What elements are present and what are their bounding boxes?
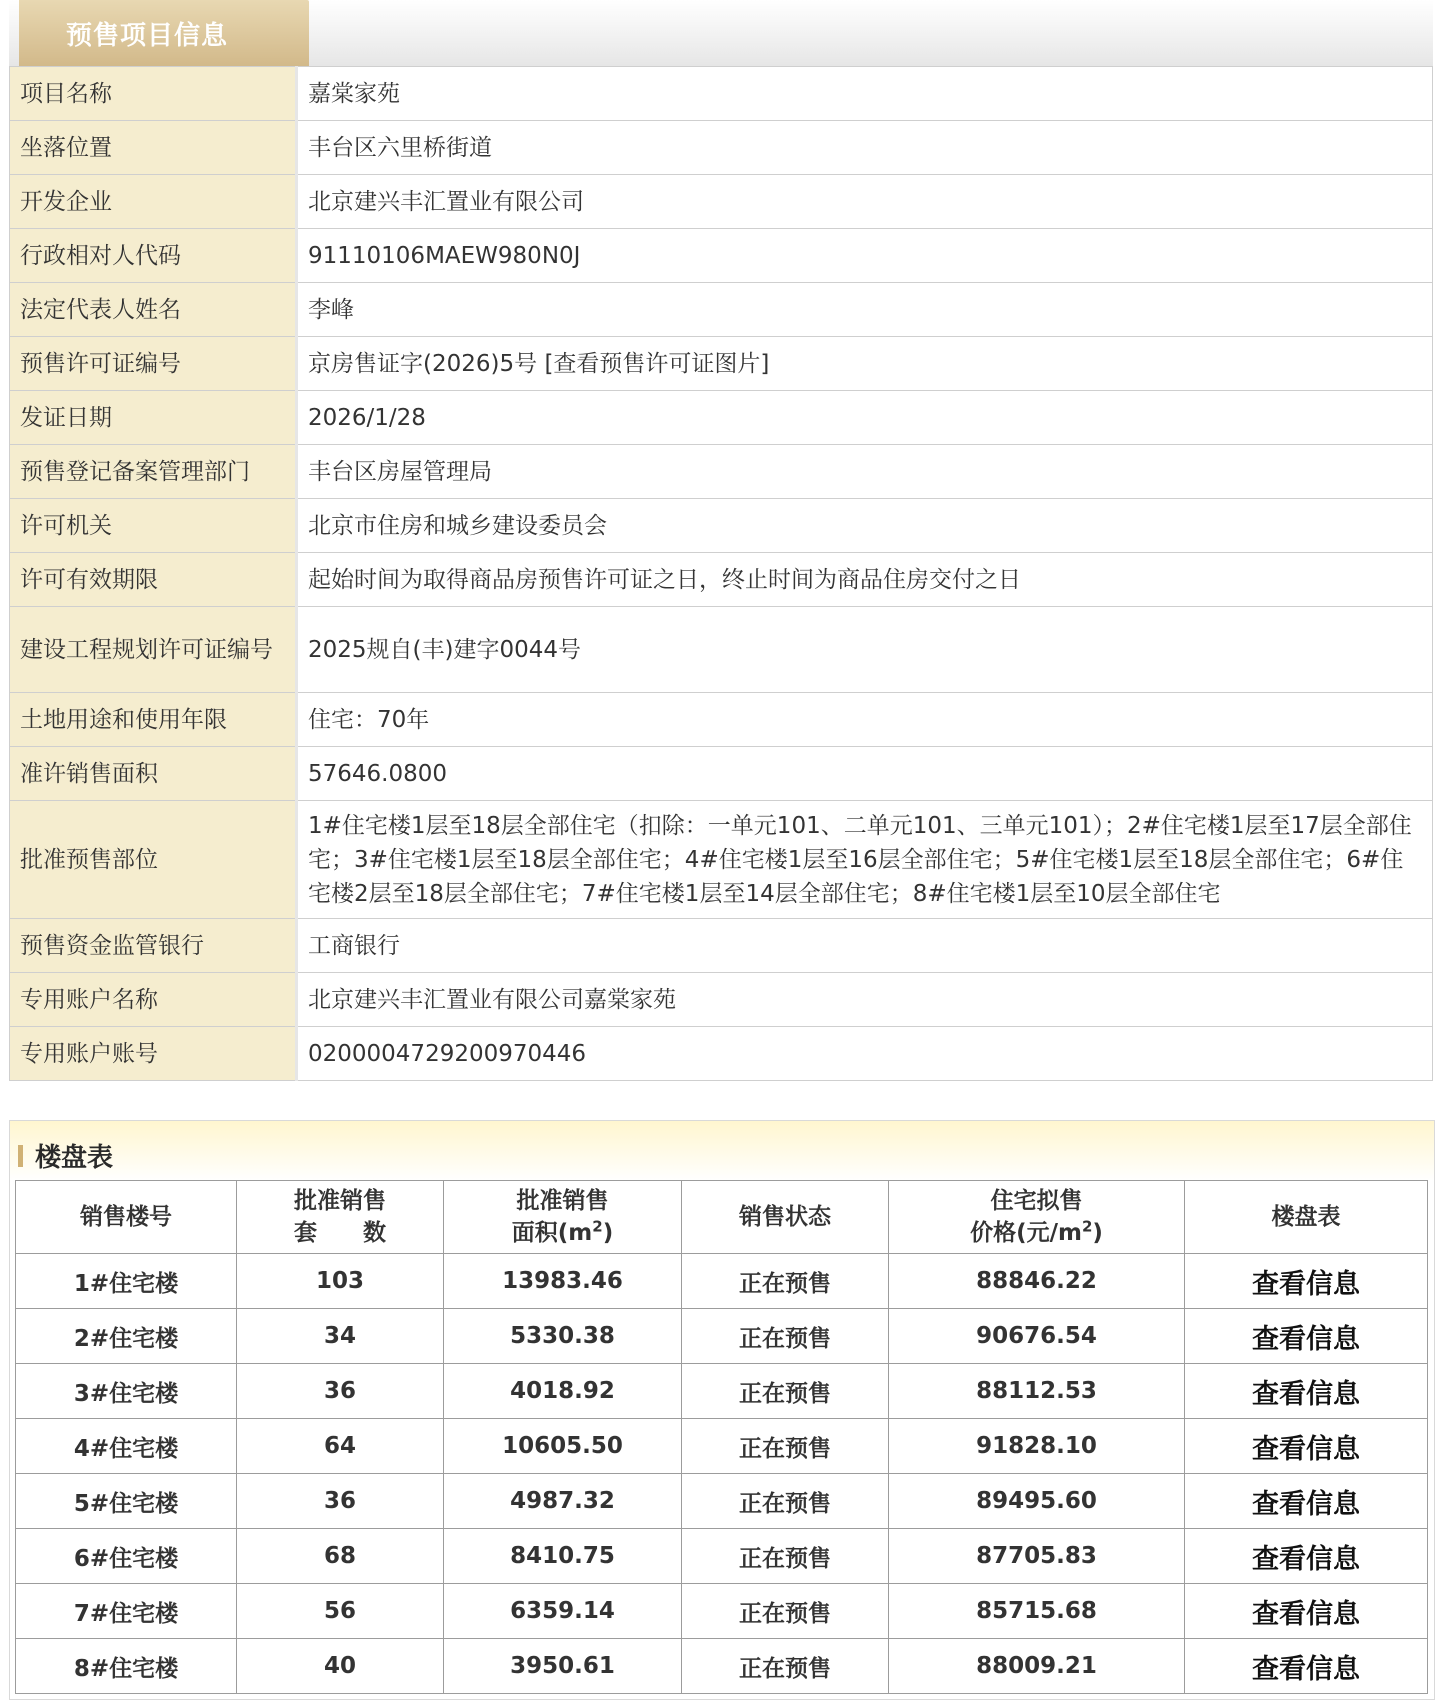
title-marker [18,1145,23,1167]
view-info-link[interactable]: 查看信息 [1185,1419,1428,1474]
info-value: 北京市住房和城乡建设委员会 [297,499,1433,553]
info-label: 专用账户名称 [10,973,297,1027]
info-label: 预售资金监管银行 [10,919,297,973]
col-status: 销售状态 [682,1181,889,1254]
info-value: 李峰 [297,283,1433,337]
col-units: 批准销售 套 数 [237,1181,444,1254]
view-info-link[interactable]: 查看信息 [1185,1364,1428,1419]
info-label: 预售登记备案管理部门 [10,445,297,499]
info-row [10,499,1433,553]
info-value: 住宅：70年 [297,693,1433,747]
info-value: 丰台区房屋管理局 [297,445,1433,499]
info-value: 57646.0800 [297,747,1433,801]
building-number: 4#住宅楼 [16,1419,237,1474]
view-info-link[interactable]: 查看信息 [1185,1529,1428,1584]
building-number: 7#住宅楼 [16,1584,237,1639]
proposed-price: 88112.53 [889,1364,1185,1419]
proposed-price: 85715.68 [889,1584,1185,1639]
info-value: 嘉棠家苑 [297,67,1433,121]
col-area: 批准销售 面积$(m^2)$ [444,1181,682,1254]
approved-area: 6359.14 [444,1584,682,1639]
approved-area: 4987.32 [444,1474,682,1529]
building-list-header [10,1121,1434,1181]
info-value: 91110106MAEW980N0J [297,229,1433,283]
approved-units: 56 [237,1584,444,1639]
info-row [10,693,1433,747]
proposed-price: 88009.21 [889,1639,1185,1694]
info-row [10,445,1433,499]
info-label: 坐落位置 [10,121,297,175]
sale-status: 正在预售 [682,1364,889,1419]
sale-status: 正在预售 [682,1584,889,1639]
proposed-price: 91828.10 [889,1419,1185,1474]
info-value: 北京建兴丰汇置业有限公司 [297,175,1433,229]
view-info-link[interactable]: 查看信息 [1185,1474,1428,1529]
info-label: 预售许可证编号 [10,337,297,391]
approved-units: 36 [237,1364,444,1419]
building-number: 5#住宅楼 [16,1474,237,1529]
view-license-image-link[interactable]: [查看预售许可证图片] [544,350,770,377]
info-value: 工商银行 [297,919,1433,973]
approved-units: 40 [237,1639,444,1694]
info-row [10,553,1433,607]
proposed-price: 89495.60 [889,1474,1185,1529]
info-label: 专用账户账号 [10,1027,297,1081]
section-title: 预售项目信息 [66,20,229,51]
info-row [10,175,1433,229]
sale-status: 正在预售 [682,1639,889,1694]
sale-status: 正在预售 [682,1474,889,1529]
presale-info-table [9,66,1433,1081]
info-label: 行政相对人代码 [10,229,297,283]
info-value: 2026/1/28 [297,391,1433,445]
proposed-price: 88846.22 [889,1254,1185,1309]
approved-units: 36 [237,1474,444,1529]
col-table: 楼盘表 [1185,1181,1428,1254]
license-number: 京房售证字(2026)5号 [308,350,538,377]
section-header-bar [9,0,1433,67]
info-label: 法定代表人姓名 [10,283,297,337]
section-tab [19,0,309,66]
info-row [10,67,1433,121]
info-row [10,229,1433,283]
info-label: 开发企业 [10,175,297,229]
info-label: 许可机关 [10,499,297,553]
info-label: 土地用途和使用年限 [10,693,297,747]
approved-area: 10605.50 [444,1419,682,1474]
building-row [16,1474,1428,1529]
info-value: 北京建兴丰汇置业有限公司嘉棠家苑 [297,973,1433,1027]
building-row [16,1529,1428,1584]
view-info-link[interactable]: 查看信息 [1185,1584,1428,1639]
building-row [16,1639,1428,1694]
approved-area: 3950.61 [444,1639,682,1694]
info-value: 0200004729200970446 [297,1027,1433,1081]
sale-status: 正在预售 [682,1309,889,1364]
info-row [10,973,1433,1027]
building-row [16,1309,1428,1364]
building-row [16,1584,1428,1639]
info-label: 发证日期 [10,391,297,445]
view-info-link[interactable]: 查看信息 [1185,1309,1428,1364]
info-row [10,121,1433,175]
approved-area: 13983.46 [444,1254,682,1309]
building-row [16,1419,1428,1474]
info-label: 准许销售面积 [10,747,297,801]
proposed-price: 90676.54 [889,1309,1185,1364]
approved-units: 68 [237,1529,444,1584]
info-value-license [297,337,1433,391]
building-number: 8#住宅楼 [16,1639,237,1694]
info-value: 2025规自(丰)建字0044号 [297,607,1433,693]
sale-status: 正在预售 [682,1529,889,1584]
approved-area: 4018.92 [444,1364,682,1419]
info-row [10,391,1433,445]
info-row [10,607,1433,693]
info-label: 批准预售部位 [10,801,297,919]
sale-status: 正在预售 [682,1254,889,1309]
building-number: 1#住宅楼 [16,1254,237,1309]
building-list-title: 楼盘表 [35,1143,114,1173]
info-value: 1#住宅楼1层至18层全部住宅（扣除：一单元101、二单元101、三单元101）；2#住宅楼1层至17层全部住宅；3#住宅楼1层至18层全部住宅；4#住宅楼1层至16层全部住宅；5#住宅楼1层至18层全部住宅；6#住宅楼2层至18层全部住宅；7#住宅楼1层至14层全部住宅；8#住宅楼1层至10层全部住宅 [297,801,1433,919]
approved-area: 8410.75 [444,1529,682,1584]
col-building: 销售楼号 [16,1181,237,1254]
info-label: 建设工程规划许可证编号 [10,607,297,693]
view-info-link[interactable]: 查看信息 [1185,1639,1428,1694]
building-number: 2#住宅楼 [16,1309,237,1364]
building-number: 3#住宅楼 [16,1364,237,1419]
approved-area: 5330.38 [444,1309,682,1364]
info-row [10,337,1433,391]
info-row [10,801,1433,919]
info-row [10,1027,1433,1081]
building-list-panel [9,1120,1435,1700]
building-number: 6#住宅楼 [16,1529,237,1584]
building-row [16,1254,1428,1309]
building-row [16,1364,1428,1419]
building-table-header [16,1181,1428,1254]
approved-units: 64 [237,1419,444,1474]
info-row [10,283,1433,337]
col-price: 住宅拟售 价格(元$/m^2$) [889,1181,1185,1254]
info-row [10,747,1433,801]
info-value: 起始时间为取得商品房预售许可证之日，终止时间为商品住房交付之日 [297,553,1433,607]
building-table [15,1180,1428,1694]
approved-units: 103 [237,1254,444,1309]
sale-status: 正在预售 [682,1419,889,1474]
info-value: 丰台区六里桥街道 [297,121,1433,175]
info-label: 许可有效期限 [10,553,297,607]
proposed-price: 87705.83 [889,1529,1185,1584]
info-label: 项目名称 [10,67,297,121]
approved-units: 34 [237,1309,444,1364]
info-row [10,919,1433,973]
view-info-link[interactable]: 查看信息 [1185,1254,1428,1309]
